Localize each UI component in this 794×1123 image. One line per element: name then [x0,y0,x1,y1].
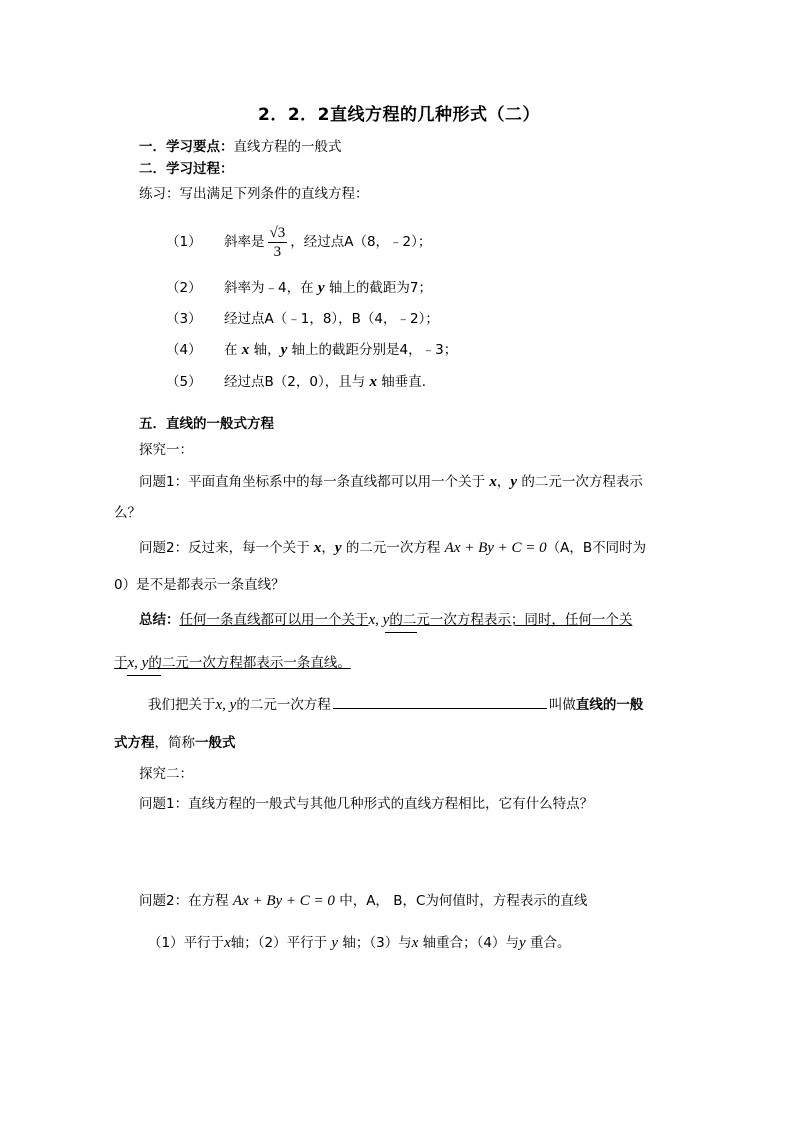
practice-intro: 练习：写出满足下列条件的直线方程： [139,186,369,202]
definition-continued: 式方程，简称一般式 [114,735,236,751]
question-1: 问题1：平面直角坐标系中的每一条直线都可以用一个关于 x，y 的二元一次方程表示 [139,474,643,490]
variables-xy: x, y [127,655,149,671]
item-number: （4） [166,342,202,358]
exercise-item-5: （5） 经过点B（2，0），且与 x 轴垂直． [166,374,436,390]
question-4-subparts: （1）平行于x轴；（2）平行于 y 轴；（3）与x 轴重合；（4）与y 重合。 [148,935,571,951]
item-number: （3） [166,311,202,327]
equation-general-form: Ax + By + C = 0 [232,893,335,909]
explore-1-label: 探究一： [139,442,193,458]
exercise-item-2: （2） 斜率为﹣4，在 y 轴上的截距为7； [166,280,432,296]
exercise-item-3: （3） 经过点A（﹣1，8），B（4，﹣2）； [166,311,439,327]
exercise-item-1 [166,222,431,262]
section-1 [139,138,342,156]
section-5-label: 五．直线的一般式方程 [139,416,274,432]
question-4: 问题2：在方程 Ax + By + C = 0 中，A， B，C为何值时，方程表示的直线 [139,893,588,909]
answer-blank-line [127,675,161,676]
item-number: （5） [166,374,202,390]
page-title: 2．2．2直线方程的几种形式（二） [258,105,540,125]
question-3: 问题1：直线方程的一般式与其他几种形式的直线方程相比，它有什么特点？ [139,796,594,812]
item-text: 斜率是 [224,234,265,250]
answer-blank-line [385,632,417,633]
summary: 总结：任何一条直线都可以用一个关于x, y的二元一次方程表示；同时，任何一个关 [139,612,633,628]
exercise-item-4: （4） 在 x 轴，y 轴上的截距分别是4，﹣3； [166,342,458,358]
fraction-sqrt3-over-3: $\frac{√3}{3}$ [269,224,286,260]
summary-continued: 于x, y的二元一次方程都表示一条直线。 [114,655,351,671]
question-1-continued: 么？ [114,505,141,521]
section-2-label: 二．学习过程： [139,161,234,177]
equation-general-form: Ax + By + C = 0 [444,540,547,556]
variables-xy: x, y [215,697,237,713]
question-2: 问题2：反过来，每一个关于 x，y 的二元一次方程 Ax + By + C = 0（A，B不同时为 [139,540,647,556]
variables-xy: x, y [368,612,390,628]
explore-2-label: 探究二： [139,766,193,782]
item-number: （1） [166,234,202,250]
item-text: ，经过点A（8，﹣2）； [290,234,432,250]
section-1-label: 一．学习要点： [139,139,234,155]
item-number: （2） [166,280,202,296]
section-1-text: 直线方程的一般式 [233,139,342,155]
summary-label: 总结： [139,612,180,628]
fill-in-blank[interactable] [333,694,547,709]
definition: 我们把关于x, y的二元一次方程 叫做直线的一般 [148,694,643,714]
question-2-continued: 0）是不是都表示一条直线？ [114,577,285,593]
